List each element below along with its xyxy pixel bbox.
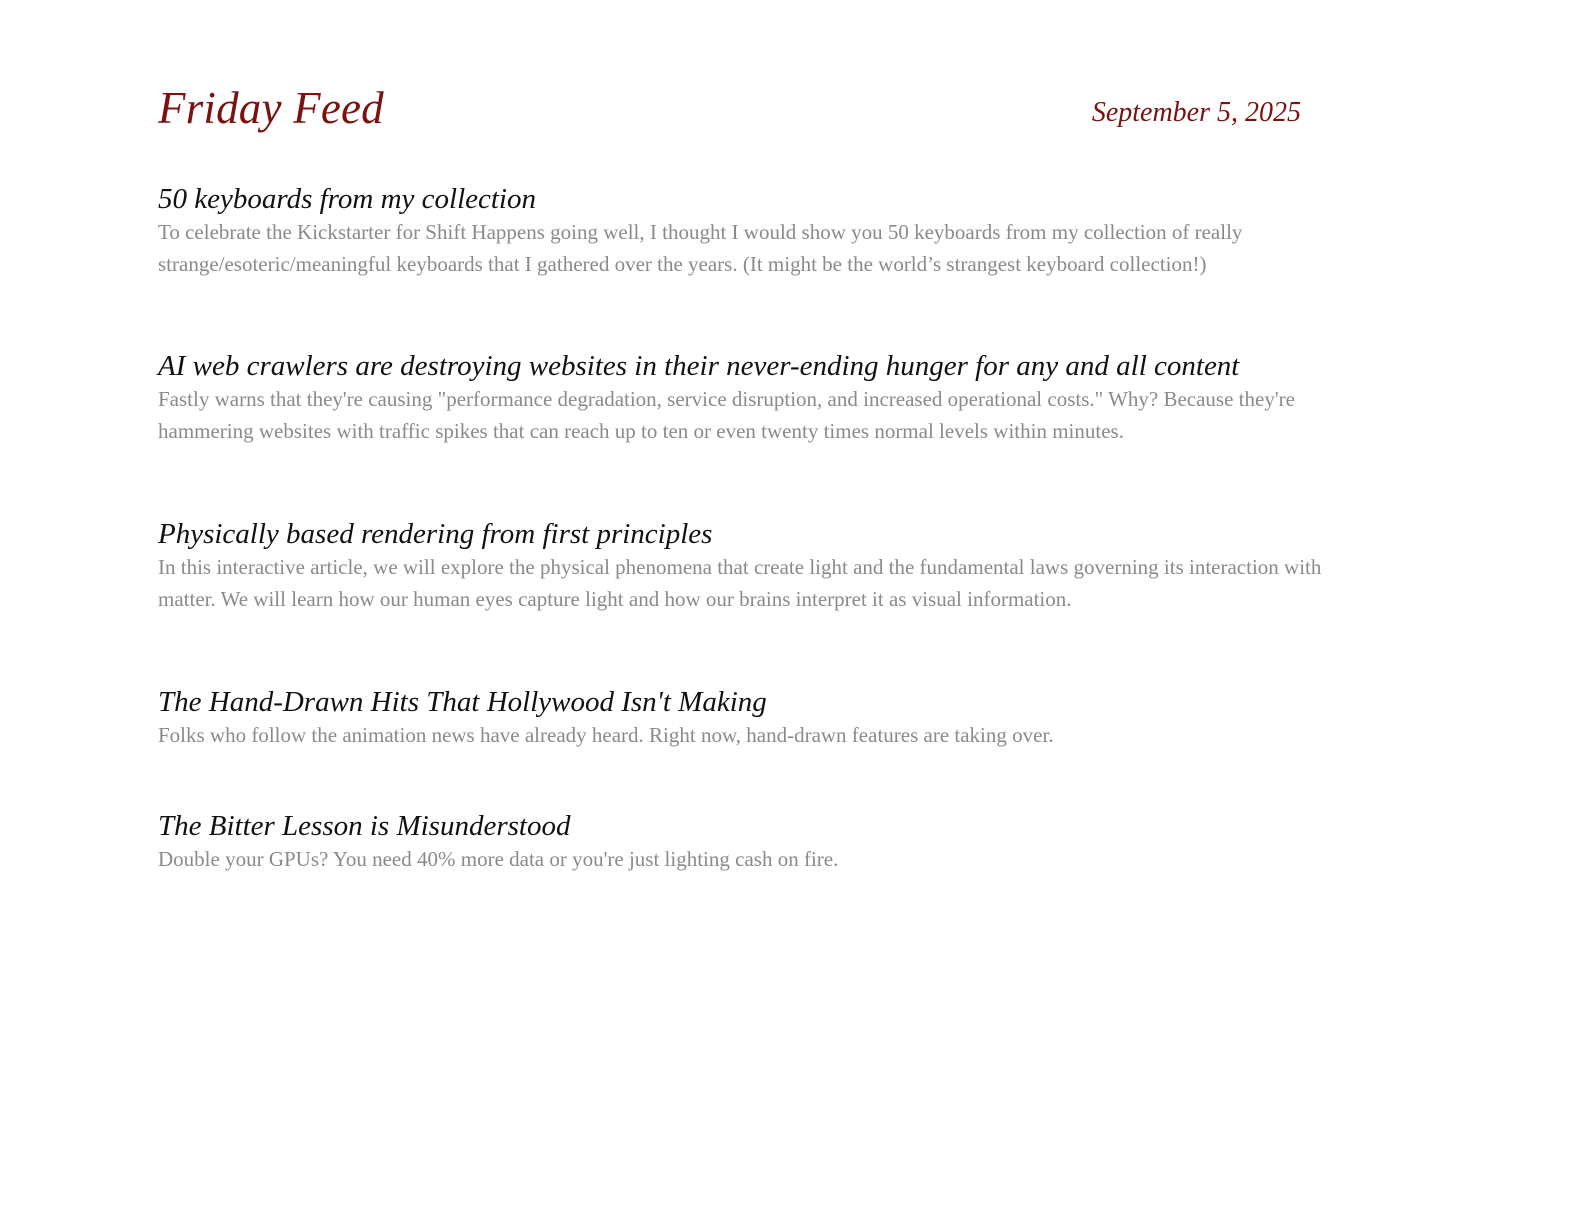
entry-title-link[interactable]: Physically based rendering from first principles: [158, 518, 713, 550]
entry-summary: Double your GPUs? You need 40% more data or you're just lighting cash on fire.: [158, 847, 839, 871]
entry-title-link[interactable]: AI web crawlers are destroying websites in their never-ending hunger for any and all content: [158, 350, 1240, 382]
feed-entry: [158, 516, 1348, 615]
issue-date: September 5, 2025: [1091, 97, 1301, 128]
feed-page: [158, 0, 1358, 871]
feed-entry: [158, 684, 1348, 752]
entry-title-link[interactable]: 50 keyboards from my collection: [158, 183, 536, 215]
entry-summary: Folks who follow the animation news have already heard. Right now, hand-drawn features are taking over.: [158, 723, 1054, 747]
feed-entry: [158, 808, 1348, 876]
entry-title-link[interactable]: The Hand-Drawn Hits That Hollywood Isn't Making: [158, 686, 767, 718]
feed-entry: [158, 348, 1348, 447]
feed-entry: [158, 181, 1348, 280]
entry-summary: In this interactive article, we will explore the physical phenomena that create light and the fundamental laws governing its interaction with matter. We will learn how our human eyes capture light and how our brains interpret it as visual information.: [158, 555, 1322, 611]
entry-title-link[interactable]: The Bitter Lesson is Misunderstood: [158, 810, 571, 842]
page-title: Friday Feed: [158, 83, 384, 133]
masthead: [158, 0, 1358, 185]
entry-summary: Fastly warns that they're causing "performance degradation, service disruption, and increased operational costs." Why? Because they're hammering websites with traffic spikes that can reach up to ten or even twenty times normal levels within minutes.: [158, 387, 1295, 443]
entry-summary: To celebrate the Kickstarter for Shift Happens going well, I thought I would show you 50 keyboards from my collection of really strange/esoteric/meaningful keyboards that I gathered over the years. (It might be the world’s strangest keyboard collection!): [158, 220, 1243, 276]
